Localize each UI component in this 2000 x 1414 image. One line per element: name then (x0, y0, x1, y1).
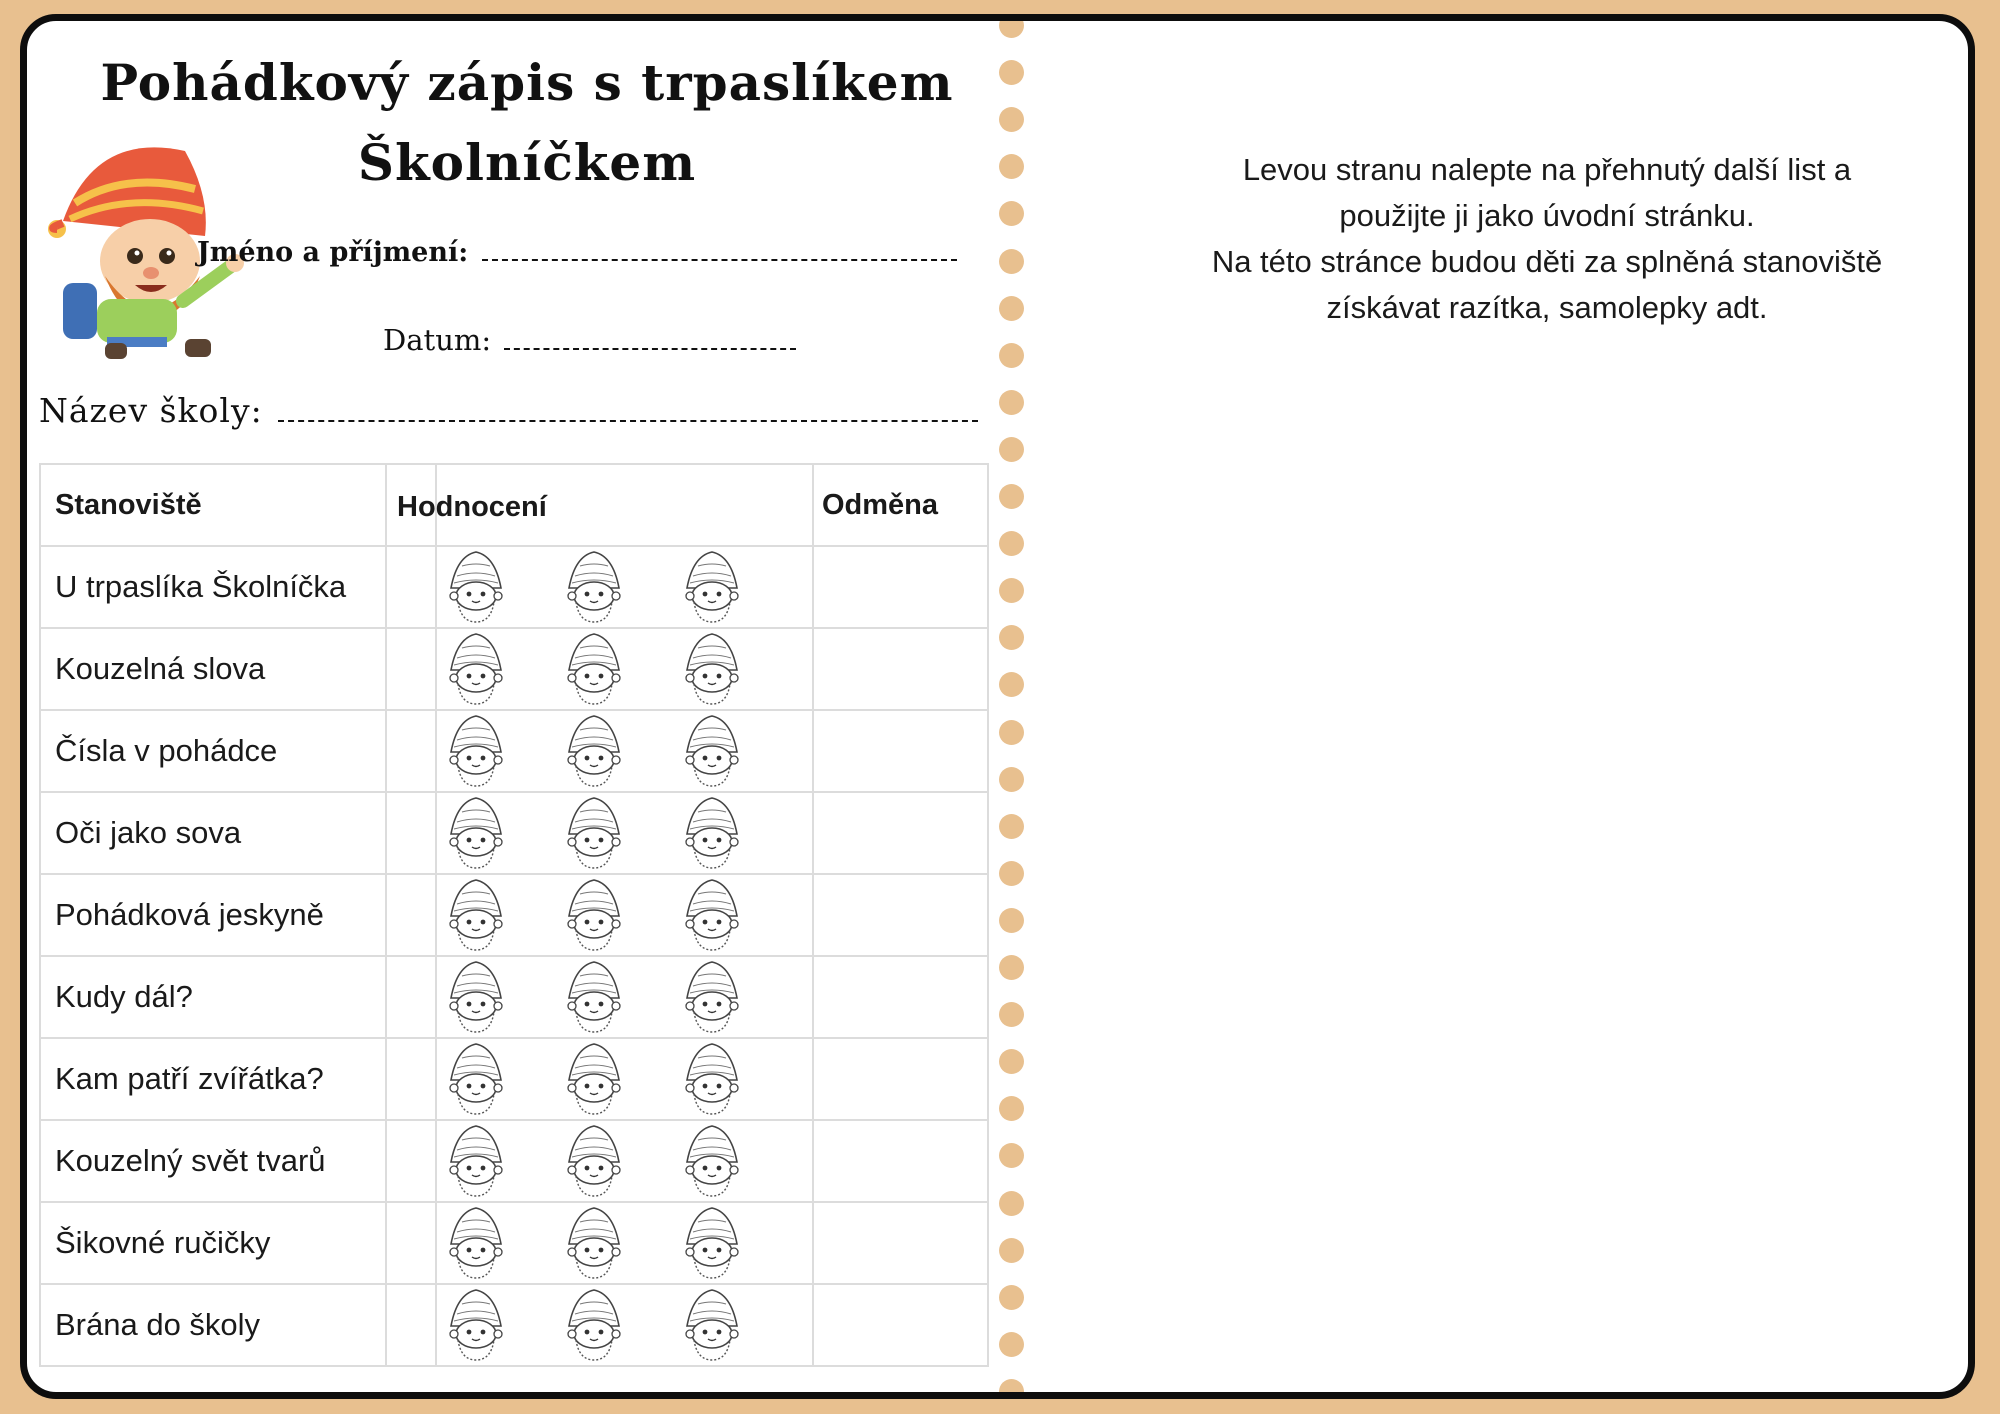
binding-dot (999, 437, 1024, 462)
rating-gnomes (437, 960, 812, 1034)
spacer-cell (386, 1038, 436, 1120)
header-station: Stanoviště (40, 464, 386, 546)
rating-cell (436, 1120, 813, 1202)
gnome-rating-icon[interactable] (561, 878, 627, 952)
table-row (40, 1284, 988, 1366)
reward-cell[interactable] (813, 1038, 988, 1120)
binding-dot (999, 720, 1024, 745)
reward-cell[interactable] (813, 792, 988, 874)
reward-cell[interactable] (813, 628, 988, 710)
rating-gnomes (437, 1124, 812, 1198)
date-label: Datum: (383, 323, 492, 357)
date-field[interactable] (383, 323, 796, 357)
station-name: Šikovné ručičky (40, 1202, 386, 1284)
binding-dot (999, 1143, 1024, 1168)
name-label: Jméno a příjmení: (197, 237, 469, 268)
binding-dots (997, 21, 1027, 1399)
gnome-rating-icon[interactable] (443, 796, 509, 870)
binding-dot (999, 107, 1024, 132)
binding-dot (999, 625, 1024, 650)
gnome-rating-icon[interactable] (561, 796, 627, 870)
binding-dot (999, 1191, 1024, 1216)
stations-rows (40, 546, 988, 1366)
gnome-rating-icon[interactable] (443, 550, 509, 624)
school-label: Název školy: (39, 391, 263, 430)
gnome-rating-icon[interactable] (443, 1206, 509, 1280)
gnome-rating-icon[interactable] (679, 796, 745, 870)
worksheet-frame (20, 14, 1975, 1399)
rating-cell (436, 1038, 813, 1120)
gnome-rating-icon[interactable] (561, 632, 627, 706)
gnome-rating-icon[interactable] (443, 1124, 509, 1198)
rating-gnomes (437, 796, 812, 870)
header-rating-label: Hodnocení (397, 491, 547, 523)
rating-cell (436, 792, 813, 874)
name-blank-line (482, 258, 957, 261)
table-row (40, 1038, 988, 1120)
reward-cell[interactable] (813, 546, 988, 628)
note-line-3: Na této stránce budou děti za splněná stanoviště (1211, 244, 1883, 279)
gnome-rating-icon[interactable] (561, 714, 627, 788)
binding-dot (999, 1332, 1024, 1357)
school-blank-line (278, 419, 978, 422)
reward-cell[interactable] (813, 1284, 988, 1366)
title-line-1: Pohádkový zápis s trpaslíkem (100, 53, 954, 112)
station-name: Oči jako sova (40, 792, 386, 874)
binding-dot (999, 60, 1024, 85)
reward-cell[interactable] (813, 710, 988, 792)
rating-cell (436, 628, 813, 710)
binding-dot (999, 1285, 1024, 1310)
note-line-1: Levou stranu nalepte na přehnutý další list a (1242, 152, 1852, 187)
gnome-rating-icon[interactable] (561, 1206, 627, 1280)
gnome-rating-icon[interactable] (679, 1288, 745, 1362)
rating-gnomes (437, 632, 812, 706)
rating-gnomes (437, 1206, 812, 1280)
date-blank-line (504, 347, 796, 350)
table-row (40, 628, 988, 710)
rating-gnomes (437, 1042, 812, 1116)
binding-dot (999, 14, 1024, 38)
gnome-rating-icon[interactable] (443, 1042, 509, 1116)
rating-gnomes (437, 714, 812, 788)
reward-cell[interactable] (813, 956, 988, 1038)
instruction-note (1107, 147, 1975, 331)
gnome-rating-icon[interactable] (443, 1288, 509, 1362)
gnome-rating-icon[interactable] (679, 1206, 745, 1280)
spacer-cell (386, 874, 436, 956)
station-name: Kam patří zvířátka? (40, 1038, 386, 1120)
binding-dot (999, 390, 1024, 415)
school-field[interactable] (39, 391, 978, 430)
page-title (87, 43, 967, 203)
binding-dot (999, 1379, 1024, 1399)
binding-dot (999, 578, 1024, 603)
reward-cell[interactable] (813, 874, 988, 956)
binding-dot (999, 1096, 1024, 1121)
station-name: Kouzelná slova (40, 628, 386, 710)
gnome-rating-icon[interactable] (561, 1288, 627, 1362)
binding-dot (999, 955, 1024, 980)
rating-gnomes (437, 1288, 812, 1362)
table-row (40, 792, 988, 874)
rating-cell (436, 956, 813, 1038)
reward-cell[interactable] (813, 1202, 988, 1284)
spacer-cell (386, 956, 436, 1038)
spacer-cell (386, 1120, 436, 1202)
gnome-rating-icon[interactable] (679, 1124, 745, 1198)
binding-dot (999, 1002, 1024, 1027)
station-name: Čísla v pohádce (40, 710, 386, 792)
binding-dot (999, 908, 1024, 933)
binding-dot (999, 1049, 1024, 1074)
name-field[interactable] (197, 237, 957, 268)
note-line-2: použijte ji jako úvodní stránku. (1339, 198, 1755, 233)
gnome-rating-icon[interactable] (679, 1042, 745, 1116)
rating-cell (436, 1202, 813, 1284)
binding-dot (999, 343, 1024, 368)
gnome-rating-icon[interactable] (443, 878, 509, 952)
spacer-cell (386, 1202, 436, 1284)
binding-dot (999, 767, 1024, 792)
gnome-rating-icon[interactable] (679, 960, 745, 1034)
header-reward: Odměna (813, 464, 988, 546)
gnome-rating-icon[interactable] (443, 632, 509, 706)
station-name: Brána do školy (40, 1284, 386, 1366)
gnome-rating-icon[interactable] (679, 714, 745, 788)
rating-cell (436, 546, 813, 628)
station-name: U trpaslíka Školníčka (40, 546, 386, 628)
gnome-rating-icon[interactable] (443, 960, 509, 1034)
binding-dot (999, 861, 1024, 886)
gnome-rating-icon[interactable] (561, 960, 627, 1034)
header-rating (397, 464, 813, 546)
spacer-cell (386, 710, 436, 792)
rating-gnomes (437, 550, 812, 624)
binding-dot (999, 296, 1024, 321)
gnome-rating-icon[interactable] (561, 1124, 627, 1198)
table-row (40, 956, 988, 1038)
note-line-4: získávat razítka, samolepky adt. (1326, 290, 1768, 325)
gnome-rating-icon[interactable] (679, 550, 745, 624)
binding-dot (999, 814, 1024, 839)
rating-gnomes (437, 878, 812, 952)
binding-dot (999, 1238, 1024, 1263)
rating-cell (436, 710, 813, 792)
station-name: Kudy dál? (40, 956, 386, 1038)
station-name: Pohádková jeskyně (40, 874, 386, 956)
binding-dot (999, 154, 1024, 179)
table-row (40, 874, 988, 956)
gnome-rating-icon[interactable] (679, 878, 745, 952)
spacer-cell (386, 628, 436, 710)
binding-dot (999, 484, 1024, 509)
table-row (40, 546, 988, 628)
gnome-rating-icon[interactable] (561, 550, 627, 624)
rating-cell (436, 874, 813, 956)
gnome-rating-icon[interactable] (679, 632, 745, 706)
title-line-2: Školníčkem (357, 133, 697, 192)
table-row (40, 1120, 988, 1202)
binding-dot (999, 201, 1024, 226)
spacer-cell (386, 1284, 436, 1366)
binding-dot (999, 249, 1024, 274)
binding-dot (999, 672, 1024, 697)
spacer-cell (386, 546, 436, 628)
gnome-rating-icon[interactable] (561, 1042, 627, 1116)
table-header-row (40, 464, 988, 546)
binding-dot (999, 531, 1024, 556)
table-row (40, 1202, 988, 1284)
station-name: Kouzelný svět tvarů (40, 1120, 386, 1202)
spacer-cell (386, 792, 436, 874)
table-row (40, 710, 988, 792)
stations-table (39, 463, 989, 1367)
rating-cell (436, 1284, 813, 1366)
gnome-rating-icon[interactable] (443, 714, 509, 788)
reward-cell[interactable] (813, 1120, 988, 1202)
